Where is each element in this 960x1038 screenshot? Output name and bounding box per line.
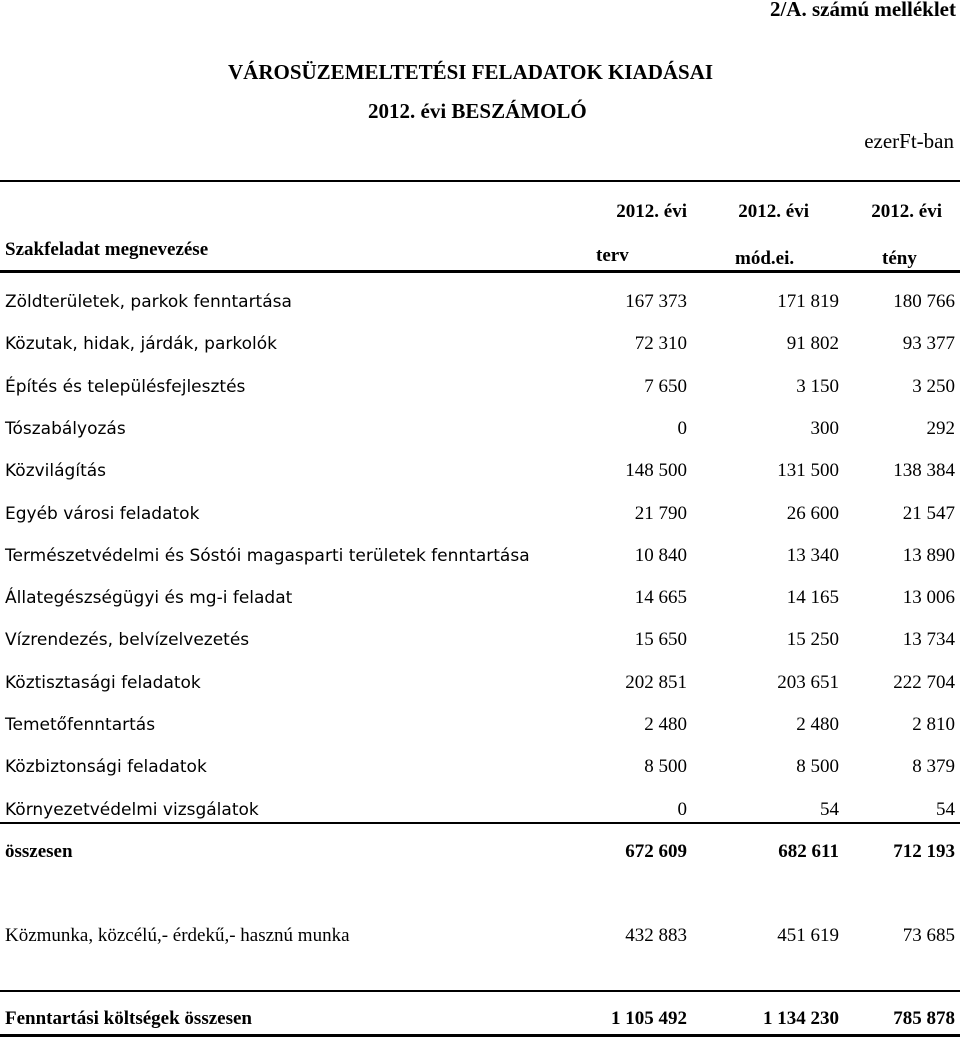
table-top-rule <box>0 180 960 182</box>
col-sub-terv: terv <box>596 245 629 266</box>
row-terv: 7 650 <box>644 376 687 397</box>
annex-label: 2/A. számú melléklet <box>769 0 956 21</box>
row-terv: 148 500 <box>625 460 687 481</box>
col-year-teny: 2012. évi <box>871 201 942 222</box>
row-name: Köztisztasági feladatok <box>5 673 201 693</box>
table-row <box>0 287 960 317</box>
grand-total-row <box>0 1004 960 1034</box>
row-name: Környezetvédelmi vizsgálatok <box>5 800 259 820</box>
table-row <box>0 499 960 529</box>
row-mod: 203 651 <box>777 672 839 693</box>
table-row <box>0 668 960 698</box>
row-mod: 3 150 <box>796 376 839 397</box>
table-row <box>0 541 960 571</box>
row-terv: 10 840 <box>634 545 687 566</box>
row-mod: 2 480 <box>796 714 839 735</box>
row-mod: 14 165 <box>786 587 839 608</box>
extra-terv: 432 883 <box>625 925 687 946</box>
grand-top-rule <box>0 990 960 992</box>
table-row <box>0 329 960 359</box>
row-mod: 26 600 <box>786 503 839 524</box>
table-row <box>0 625 960 655</box>
row-name: Természetvédelmi és Sóstói magasparti területek fenntartása <box>5 546 530 566</box>
grand-total-label: Fenntartási költségek összesen <box>5 1008 252 1029</box>
table-row <box>0 795 960 825</box>
grand-total-teny: 785 878 <box>893 1008 955 1029</box>
row-mod: 131 500 <box>777 460 839 481</box>
total-row <box>0 837 960 867</box>
total-terv: 672 609 <box>625 841 687 862</box>
col-year-terv: 2012. évi <box>616 201 687 222</box>
row-teny: 21 547 <box>902 503 955 524</box>
row-teny: 138 384 <box>893 460 955 481</box>
table-row <box>0 752 960 782</box>
total-label: összesen <box>5 841 73 862</box>
row-teny: 8 379 <box>912 756 955 777</box>
row-mod: 91 802 <box>786 333 839 354</box>
row-terv: 202 851 <box>625 672 687 693</box>
row-name: Zöldterületek, parkok fenntartása <box>5 292 292 312</box>
total-teny: 712 193 <box>893 841 955 862</box>
row-mod: 300 <box>810 418 839 439</box>
page-subtitle: 2012. évi BESZÁMOLÓ <box>368 99 587 123</box>
col-sub-teny: tény <box>882 248 917 269</box>
grand-total-mod: 1 134 230 <box>763 1008 839 1029</box>
grand-total-terv: 1 105 492 <box>611 1008 687 1029</box>
extra-row <box>0 921 960 951</box>
row-name: Közbiztonsági feladatok <box>5 757 207 777</box>
row-terv: 8 500 <box>644 756 687 777</box>
row-mod: 8 500 <box>796 756 839 777</box>
row-terv: 21 790 <box>634 503 687 524</box>
table-row <box>0 372 960 402</box>
row-teny: 93 377 <box>902 333 955 354</box>
total-mod: 682 611 <box>778 841 839 862</box>
row-teny: 13 006 <box>902 587 955 608</box>
row-name: Vízrendezés, belvízelvezetés <box>5 630 250 650</box>
row-teny: 54 <box>936 799 955 820</box>
row-mod: 171 819 <box>777 291 839 312</box>
row-terv: 72 310 <box>634 333 687 354</box>
page-title: VÁROSÜZEMELTETÉSI FELADATOK KIADÁSAI <box>228 60 714 84</box>
row-teny: 13 734 <box>902 629 955 650</box>
row-name: Tószabályozás <box>5 419 126 439</box>
row-teny: 3 250 <box>912 376 955 397</box>
total-rule <box>0 822 960 824</box>
table-row <box>0 583 960 613</box>
row-terv: 15 650 <box>634 629 687 650</box>
row-mod: 54 <box>820 799 839 820</box>
unit-label: ezerFt-ban <box>864 129 954 153</box>
row-terv: 2 480 <box>644 714 687 735</box>
row-name: Közvilágítás <box>5 461 107 481</box>
row-name: Közutak, hidak, járdák, parkolók <box>5 334 277 354</box>
col-name-header: Szakfeladat megnevezése <box>5 239 209 260</box>
grand-bottom-rule <box>0 1034 960 1037</box>
row-teny: 180 766 <box>893 291 955 312</box>
row-name: Állategészségügyi és mg-i feladat <box>5 588 293 608</box>
row-name: Temetőfenntartás <box>5 715 156 735</box>
extra-mod: 451 619 <box>777 925 839 946</box>
extra-label: Közmunka, közcélú,- érdekű,- hasznú munka <box>5 925 350 946</box>
row-terv: 0 <box>677 418 687 439</box>
row-mod: 13 340 <box>786 545 839 566</box>
row-terv: 14 665 <box>634 587 687 608</box>
row-name: Építés és településfejlesztés <box>5 377 246 397</box>
table-row <box>0 414 960 444</box>
row-terv: 167 373 <box>625 291 687 312</box>
row-teny: 292 <box>926 418 955 439</box>
col-sub-mod: mód.ei. <box>735 248 795 269</box>
row-teny: 2 810 <box>912 714 955 735</box>
row-mod: 15 250 <box>786 629 839 650</box>
header-rule <box>0 270 960 273</box>
extra-teny: 73 685 <box>902 925 955 946</box>
row-name: Egyéb városi feladatok <box>5 504 200 524</box>
row-teny: 222 704 <box>893 672 955 693</box>
col-year-mod: 2012. évi <box>738 201 809 222</box>
row-terv: 0 <box>677 799 687 820</box>
table-row <box>0 456 960 486</box>
row-teny: 13 890 <box>902 545 955 566</box>
table-row <box>0 710 960 740</box>
